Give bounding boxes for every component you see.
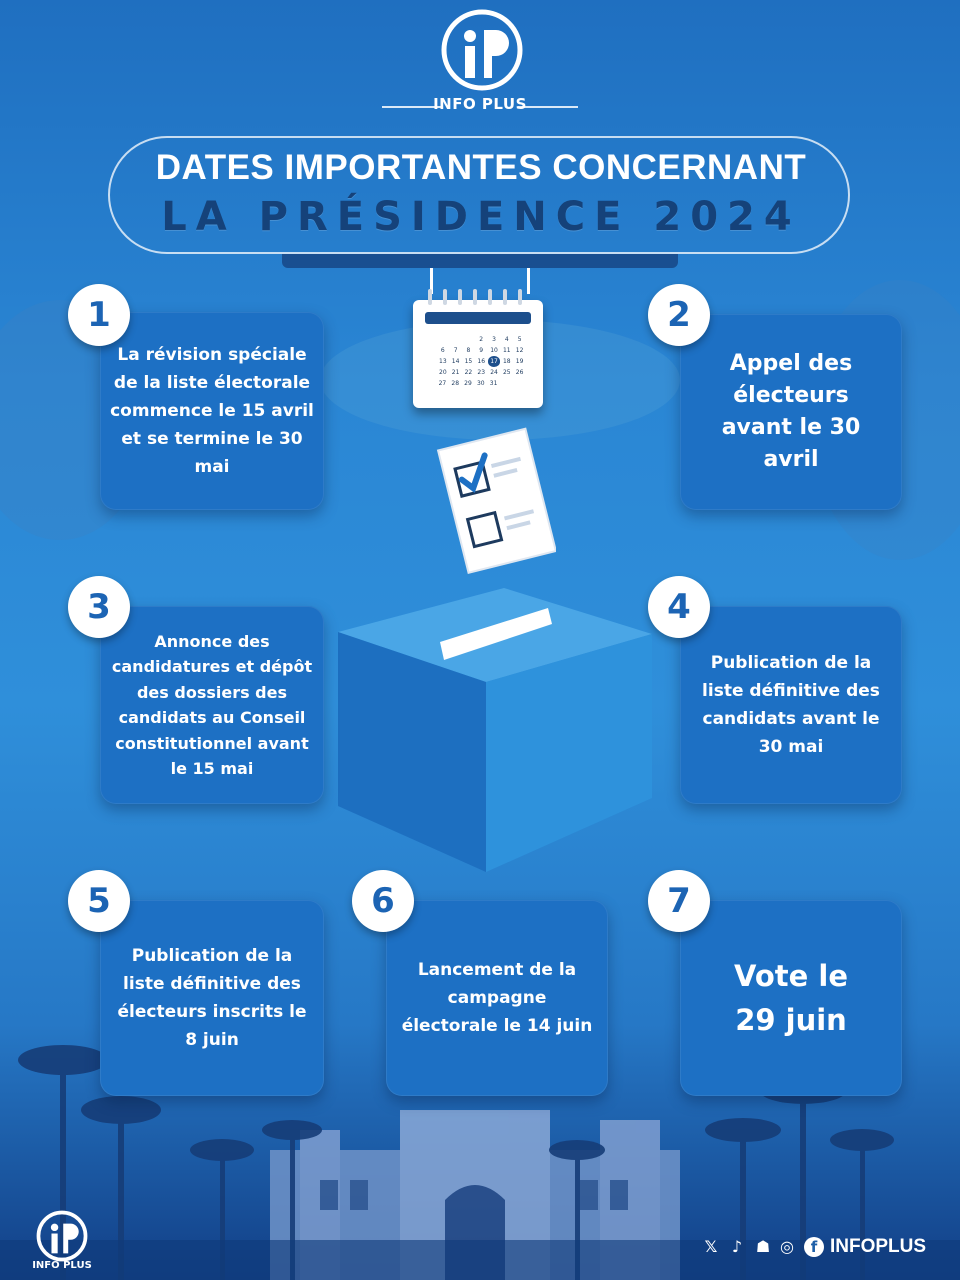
calendar-day: 24 [490,369,498,376]
calendar-day: 26 [515,369,524,376]
calendar-day: 30 [476,380,485,387]
calendar-day: 18 [502,358,511,365]
step-card-2 [680,314,902,510]
calendar-day: 31 [489,380,498,387]
calendar-row [436,378,526,389]
calendar-day: 14 [451,358,460,365]
title-underbar [282,254,678,268]
title-line-1: DATES IMPORTANTES CONCERNANT [155,148,807,187]
infoplus-logo-icon [440,8,524,92]
web-icon[interactable]: ◎ [780,1237,794,1256]
calendar-day: 11 [502,347,511,354]
calendar-day: 29 [464,380,472,387]
title-line-2: LA PRÉSIDENCE 2024 [161,194,801,240]
calendar-day: 12 [515,347,524,354]
step-card-6 [386,900,608,1096]
calendar-day: 27 [438,380,447,387]
social-handle: INFOPLUS [830,1236,927,1257]
step-2-number: 2 [648,284,710,346]
step-6-text: Lancement de la campagne électorale le 14 juin [401,960,593,1036]
step-3-number: 3 [68,576,130,638]
step-4-number: 4 [648,576,710,638]
calendar-grid [436,334,526,389]
calendar-day: 6 [440,347,445,354]
calendar-day: 22 [464,369,473,376]
tiktok-icon[interactable]: ♪ [731,1237,743,1256]
step-3-text: Annonce des candidatures et dépôt des dossiers des candidats au Conseil constitutionnel avant le 15 mai [111,631,313,778]
step-card-7 [680,900,902,1096]
step-2-text: Appel des électeurs avant le 30 avril [721,351,861,472]
footer-logo-icon [36,1210,88,1262]
calendar-day: 28 [451,380,460,387]
calendar-day: 2 [479,336,484,343]
step-card-5 [100,900,324,1096]
calendar-day: 25 [502,369,511,376]
step-4-text: Publication de la liste définitive des candidats avant le 30 mai [702,653,880,757]
step-6-number: 6 [352,870,414,932]
calendar-day: 13 [439,358,447,365]
calendar-day: 7 [453,347,458,354]
step-5-number: 5 [68,870,130,932]
calendar-day: 23 [477,369,486,376]
calendar-day: 9 [479,347,484,354]
snapchat-icon[interactable]: ☗ [755,1237,771,1256]
calendar-row [436,345,526,356]
step-card-4 [680,606,902,804]
step-7-text: Vote le 29 juin [733,959,849,1037]
facebook-icon[interactable]: f [804,1237,824,1257]
step-7-number: 7 [648,870,710,932]
calendar-row [436,334,526,345]
step-1-number: 1 [68,284,130,346]
calendar-day: 4 [504,336,509,343]
calendar-header [425,312,531,324]
calendar-day: 15 [464,358,473,365]
calendar-hanger-right [527,268,530,294]
step-1-text: La révision spéciale de la liste électorale commence le 15 avril et se termine le 30 mai [110,345,314,477]
footer-brand-name: INFO PLUS [32,1260,92,1271]
calendar-day: 8 [466,347,471,354]
x-icon[interactable]: 𝕏 [704,1237,718,1256]
step-card-1 [100,312,324,510]
calendar-row [436,367,526,378]
step-5-text: Publication de la liste définitive des électeurs inscrits le 8 juin [117,946,307,1050]
step-card-3 [100,606,324,804]
ballot-paper-icon [436,426,556,576]
calendar-day: 5 [517,336,522,343]
ballot-box-icon [336,562,654,878]
calendar-day: 16 [477,358,486,365]
calendar-day: 17 [488,356,501,367]
calendar-day: 3 [492,336,496,343]
brand-name: INFO PLUS [433,95,527,113]
calendar-row [436,356,526,367]
calendar-day: 19 [515,358,524,365]
calendar-day: 21 [451,369,460,376]
calendar-day: 20 [439,369,447,376]
calendar-day: 10 [490,347,498,354]
